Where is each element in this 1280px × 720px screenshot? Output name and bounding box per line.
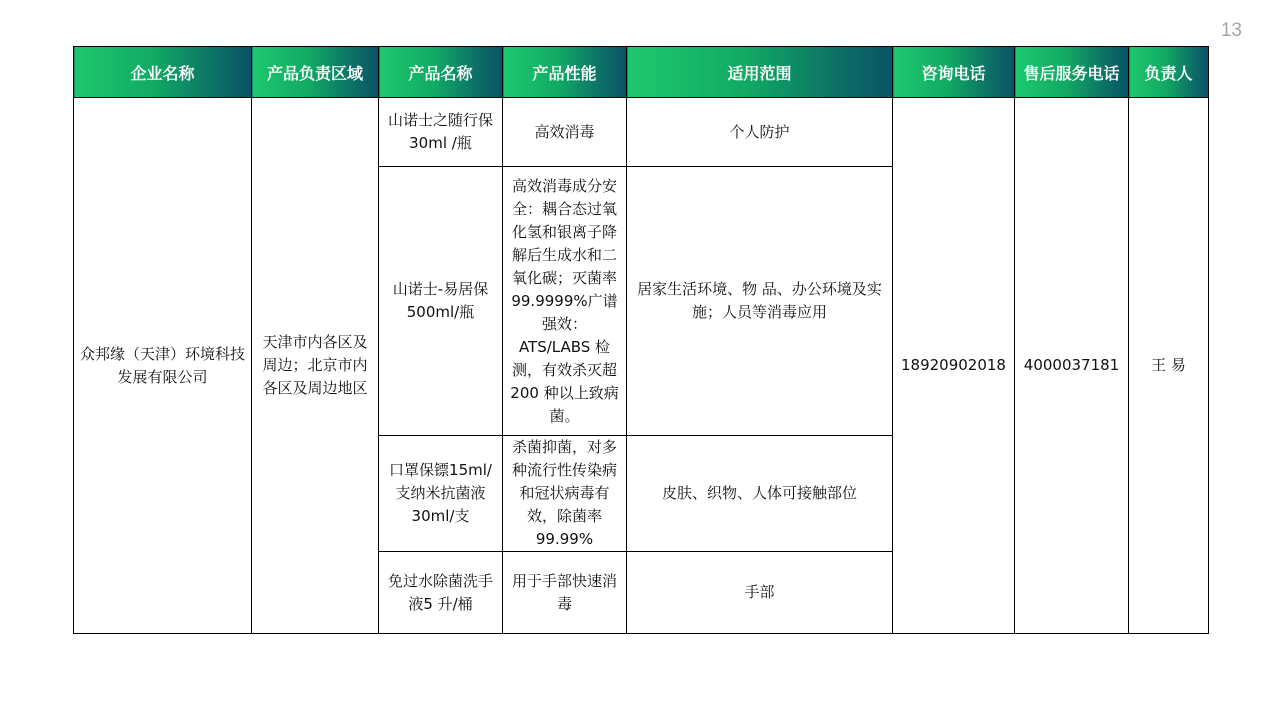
header-region: 产品负责区域	[252, 47, 379, 98]
header-service-phone: 售后服务电话	[1015, 47, 1129, 98]
product-name-cell: 口罩保镖15ml/支纳米抗菌液30ml/支	[379, 436, 503, 552]
scope-cell: 个人防护	[627, 98, 893, 167]
table-header-row	[74, 47, 1209, 98]
service-phone-cell: 4000037181	[1015, 98, 1129, 634]
header-consult-phone: 咨询电话	[893, 47, 1015, 98]
consult-phone-cell: 18920902018	[893, 98, 1015, 634]
product-name-cell: 山诺士-易居保500ml/瓶	[379, 167, 503, 436]
company-name-cell: 众邦缘（天津）环境科技发展有限公司	[74, 98, 252, 634]
header-company: 企业名称	[74, 47, 252, 98]
table-row	[74, 98, 1209, 167]
product-name-cell: 山诺士之随行保30ml /瓶	[379, 98, 503, 167]
scope-cell: 手部	[627, 552, 893, 634]
header-scope: 适用范围	[627, 47, 893, 98]
header-contact: 负责人	[1129, 47, 1209, 98]
performance-cell: 高效消毒	[503, 98, 627, 167]
product-table	[73, 46, 1209, 634]
scope-cell: 皮肤、织物、人体可接触部位	[627, 436, 893, 552]
product-name-cell: 免过水除菌洗手液5 升/桶	[379, 552, 503, 634]
region-cell: 天津市内各区及周边；北京市内各区及周边地区	[252, 98, 379, 634]
header-performance: 产品性能	[503, 47, 627, 98]
performance-cell: 高效消毒成分安全：耦合态过氧化氢和银离子降解后生成水和二氧化碳；灭菌率99.9999%广谱强效：ATS/LABS 检测，有效杀灭超200 种以上致病菌。	[503, 167, 627, 436]
header-product-name: 产品名称	[379, 47, 503, 98]
scope-cell: 居家生活环境、物 品、办公环境及实施；人员等消毒应用	[627, 167, 893, 436]
performance-cell: 杀菌抑菌，对多种流行性传染病和冠状病毒有效，除菌率99.99%	[503, 436, 627, 552]
page-number: 13	[1220, 20, 1242, 41]
performance-cell: 用于手部快速消毒	[503, 552, 627, 634]
contact-cell: 王 易	[1129, 98, 1209, 634]
